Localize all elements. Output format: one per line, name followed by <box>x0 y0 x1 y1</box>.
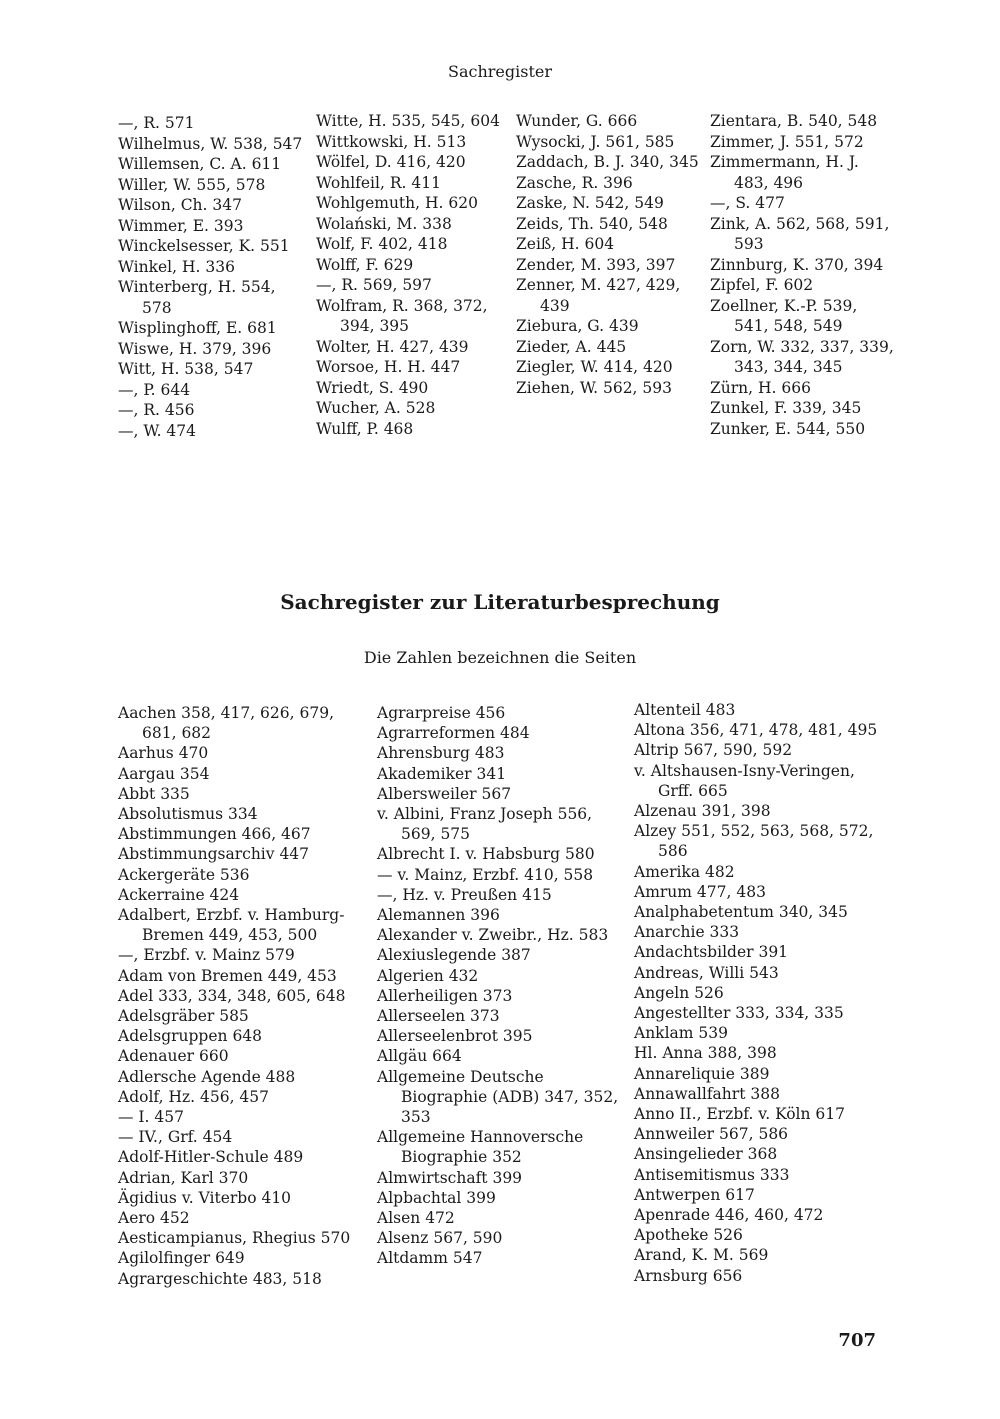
index-entry: — IV., Grf. 454 <box>118 1128 233 1147</box>
index-entry: Zinnburg, K. 370, 394 <box>710 255 884 274</box>
index-entry: Hl. Anna 388, 398 <box>634 1044 777 1063</box>
index-entry: Wimmer, E. 393 <box>118 216 244 235</box>
index-entry: Wysocki, J. 561, 585 <box>516 132 675 151</box>
index-entry: —, R. 571 <box>118 114 195 132</box>
index-entry: Aero 452 <box>118 1209 190 1228</box>
index-entry: — v. Mainz, Erzbf. 410, 558 <box>377 865 594 884</box>
index-entry: Altdamm 547 <box>377 1249 483 1268</box>
index-entry: Wolf, F. 402, 418 <box>316 235 448 253</box>
section-title: Sachregister zur Literaturbesprechung <box>280 590 720 614</box>
index-entry: Alpbachtal 399 <box>377 1188 496 1207</box>
index-entry: Ahrensburg 483 <box>377 744 505 763</box>
index-entry: Wölfel, D. 416, 420 <box>316 153 466 171</box>
index-entry: Anarchie 333 <box>634 923 740 942</box>
index-entry: Alexiuslegende 387 <box>377 946 531 965</box>
index-entry: Andreas, Willi 543 <box>634 963 779 982</box>
index-entry: Antisemitismus 333 <box>634 1165 790 1184</box>
index-entry: Wilhelmus, W. 538, 547 <box>118 134 303 153</box>
index-entry: Zunker, E. 544, 550 <box>710 419 866 438</box>
index-entry: Ziebura, G. 439 <box>516 317 639 335</box>
index-entry: Angeln 526 <box>634 983 724 1002</box>
index-entry: Zorn, W. 332, 337, 339, 343, 344, 345 <box>710 337 894 376</box>
index-entry: Zipfel, F. 602 <box>710 276 814 294</box>
index-entry: Zeiß, H. 604 <box>516 235 615 253</box>
index-entry: —, R. 456 <box>118 401 195 419</box>
index-entry: Zunkel, F. 339, 345 <box>710 399 862 417</box>
index-entry: Anno II., Erzbf. v. Köln 617 <box>634 1105 846 1124</box>
index-entry: Adrian, Karl 370 <box>118 1168 249 1187</box>
index-entry: Wisplinghoff, E. 681 <box>118 319 277 337</box>
index-entry: Wohlfeil, R. 411 <box>316 173 441 192</box>
index-entry: Alzey 551, 552, 563, 568, 572, 586 <box>634 822 874 861</box>
index-entry: Wolff, F. 629 <box>316 255 414 274</box>
index-entry: Zimmermann, H. J. 483, 496 <box>710 153 859 192</box>
index-entry: Arnsburg 656 <box>634 1266 743 1285</box>
index-entry: Wohlgemuth, H. 620 <box>316 194 478 212</box>
index-entry: Wunder, G. 666 <box>516 112 638 130</box>
index-entry: Agilolfinger 649 <box>118 1249 245 1268</box>
index-entry: Zürn, H. 666 <box>710 378 811 397</box>
index-entry: Abbt 335 <box>118 784 190 803</box>
index-entry: Adolf-Hitler-Schule 489 <box>118 1148 304 1167</box>
index-entry: Wolfram, R. 368, 372, 394, 395 <box>316 296 488 335</box>
index-entry: Zimmer, J. 551, 572 <box>710 132 864 151</box>
index-entry: Agrarpreise 456 <box>377 704 506 722</box>
index-entry: Alsenz 567, 590 <box>377 1229 503 1248</box>
index-entry: Witte, H. 535, 545, 604 <box>316 112 500 130</box>
index-entry: Wulff, P. 468 <box>316 419 414 438</box>
index-entry: —, Hz. v. Preußen 415 <box>377 885 552 904</box>
index-entry: Alexander v. Zweibr., Hz. 583 <box>377 926 609 945</box>
index-entry: Annweiler 567, 586 <box>634 1125 789 1144</box>
index-entry: Altenteil 483 <box>634 701 736 719</box>
index-entry: Zeids, Th. 540, 548 <box>516 214 668 233</box>
person-index-column-2 <box>316 111 501 439</box>
index-entry: Amrum 477, 483 <box>634 882 766 901</box>
index-entry: Wolter, H. 427, 439 <box>316 337 469 356</box>
subject-index-column-2 <box>377 703 627 1269</box>
index-entry: Apotheke 526 <box>634 1226 743 1245</box>
index-entry: Wriedt, S. 490 <box>316 378 429 397</box>
index-entry: Allerseelen 373 <box>377 1007 500 1026</box>
index-entry: Altona 356, 471, 478, 481, 495 <box>634 721 878 740</box>
index-entry: Zink, A. 562, 568, 591, 593 <box>710 214 890 253</box>
index-entry: Witt, H. 538, 547 <box>118 360 254 378</box>
index-entry: Winckelsesser, K. 551 <box>118 237 290 255</box>
index-entry: Wilson, Ch. 347 <box>118 196 242 214</box>
index-entry: Zenner, M. 427, 429, 439 <box>516 276 681 315</box>
index-entry: v. Albini, Franz Joseph 556, 569, 575 <box>377 805 593 844</box>
index-entry: Allgemeine Hannoversche Biographie 352 <box>377 1128 584 1167</box>
index-entry: Antwerpen 617 <box>634 1185 755 1204</box>
index-entry: Ansingelieder 368 <box>634 1145 778 1164</box>
index-entry: Annawallfahrt 388 <box>634 1084 780 1103</box>
index-entry: Anklam 539 <box>634 1024 728 1043</box>
index-entry: Agrarreformen 484 <box>377 724 530 743</box>
index-entry: Ziehen, W. 562, 593 <box>516 378 672 397</box>
index-entry: Zieder, A. 445 <box>516 337 627 356</box>
index-entry: Adalbert, Erzbf. v. Hamburg-Bremen 449, 453, 500 <box>118 906 345 945</box>
index-entry: Adlersche Agende 488 <box>118 1067 296 1086</box>
index-entry: Ackergeräte 536 <box>118 865 250 884</box>
index-entry: Adelsgruppen 648 <box>118 1027 263 1046</box>
index-entry: Winterberg, H. 554, 578 <box>118 278 276 317</box>
index-entry: Altrip 567, 590, 592 <box>634 741 793 760</box>
index-entry: —, R. 569, 597 <box>316 276 432 294</box>
index-entry: Worsoe, H. H. 447 <box>316 358 461 376</box>
index-entry: Willemsen, C. A. 611 <box>118 155 282 173</box>
index-entry: Allerheiligen 373 <box>377 986 513 1005</box>
index-entry: Zender, M. 393, 397 <box>516 255 676 274</box>
index-entry: Ziegler, W. 414, 420 <box>516 358 673 376</box>
index-entry: Angestellter 333, 334, 335 <box>634 1004 844 1023</box>
index-entry: Ägidius v. Viterbo 410 <box>118 1188 292 1207</box>
index-entry: Zaddach, B. J. 340, 345 <box>516 153 699 171</box>
index-entry: —, S. 477 <box>710 194 785 212</box>
index-entry: Ackerraine 424 <box>118 885 240 904</box>
index-entry: Abstimmungsarchiv 447 <box>118 845 310 864</box>
subject-index-column-1 <box>118 703 368 1289</box>
index-entry: Akademiker 341 <box>377 764 507 783</box>
index-entry: Wucher, A. 528 <box>316 399 436 417</box>
index-entry: Allgemeine Deutsche Biographie (ADB) 347, 352, 353 <box>377 1067 619 1127</box>
index-entry: Adel 333, 334, 348, 605, 648 <box>118 986 346 1005</box>
person-index-column-4 <box>710 111 895 439</box>
index-entry: Alzenau 391, 398 <box>634 802 771 821</box>
index-entry: Analphabetentum 340, 345 <box>634 903 848 922</box>
running-header: Sachregister <box>448 62 552 81</box>
index-entry: Annareliquie 389 <box>634 1064 770 1083</box>
index-entry: Abstimmungen 466, 467 <box>118 825 311 844</box>
index-entry: Adolf, Hz. 456, 457 <box>118 1087 270 1106</box>
index-entry: Absolutismus 334 <box>118 805 258 824</box>
index-entry: Zaske, N. 542, 549 <box>516 194 664 212</box>
index-entry: Amerika 482 <box>634 862 735 881</box>
index-entry: Winkel, H. 336 <box>118 257 235 276</box>
index-entry: Albrecht I. v. Habsburg 580 <box>377 845 595 864</box>
index-entry: —, Erzbf. v. Mainz 579 <box>118 946 295 965</box>
section-subtitle: Die Zahlen bezeichnen die Seiten <box>363 648 637 667</box>
index-entry: Aargau 354 <box>118 764 210 783</box>
index-entry: Wiswe, H. 379, 396 <box>118 339 272 358</box>
index-entry: Agrargeschichte 483, 518 <box>118 1269 322 1288</box>
index-entry: Algerien 432 <box>377 966 479 985</box>
index-entry: v. Altshausen-Isny-Veringen, Grff. 665 <box>634 761 855 800</box>
index-entry: Adam von Bremen 449, 453 <box>118 966 337 985</box>
index-entry: Zoellner, K.-P. 539, 541, 548, 549 <box>710 296 858 335</box>
index-entry: Alemannen 396 <box>377 906 500 925</box>
person-index-column-1 <box>118 113 303 441</box>
index-entry: Willer, W. 555, 578 <box>118 175 266 194</box>
index-entry: —, P. 644 <box>118 380 191 399</box>
index-entry: Adenauer 660 <box>118 1047 229 1066</box>
index-entry: Aarhus 470 <box>118 744 209 763</box>
index-entry: Zasche, R. 396 <box>516 173 633 192</box>
subject-index-column-3 <box>634 700 884 1286</box>
person-index-column-3 <box>516 111 701 398</box>
index-entry: Andachtsbilder 391 <box>634 943 789 962</box>
index-entry: Aachen 358, 417, 626, 679, 681, 682 <box>118 704 335 743</box>
index-entry: Almwirtschaft 399 <box>377 1168 523 1187</box>
index-entry: Aesticampianus, Rhegius 570 <box>118 1229 351 1248</box>
index-entry: Arand, K. M. 569 <box>634 1246 769 1265</box>
index-entry: Allerseelenbrot 395 <box>377 1027 533 1046</box>
index-entry: Wittkowski, H. 513 <box>316 132 467 151</box>
index-entry: Apenrade 446, 460, 472 <box>634 1206 824 1225</box>
index-entry: Albersweiler 567 <box>377 784 512 803</box>
index-entry: Adelsgräber 585 <box>118 1007 249 1026</box>
index-entry: Zientara, B. 540, 548 <box>710 112 878 130</box>
index-entry: Allgäu 664 <box>377 1047 462 1066</box>
index-entry: — I. 457 <box>118 1108 184 1127</box>
index-entry: Alsen 472 <box>377 1209 455 1228</box>
page-number: 707 <box>838 1330 876 1351</box>
index-entry: Wolański, M. 338 <box>316 214 452 233</box>
index-entry: —, W. 474 <box>118 421 197 440</box>
